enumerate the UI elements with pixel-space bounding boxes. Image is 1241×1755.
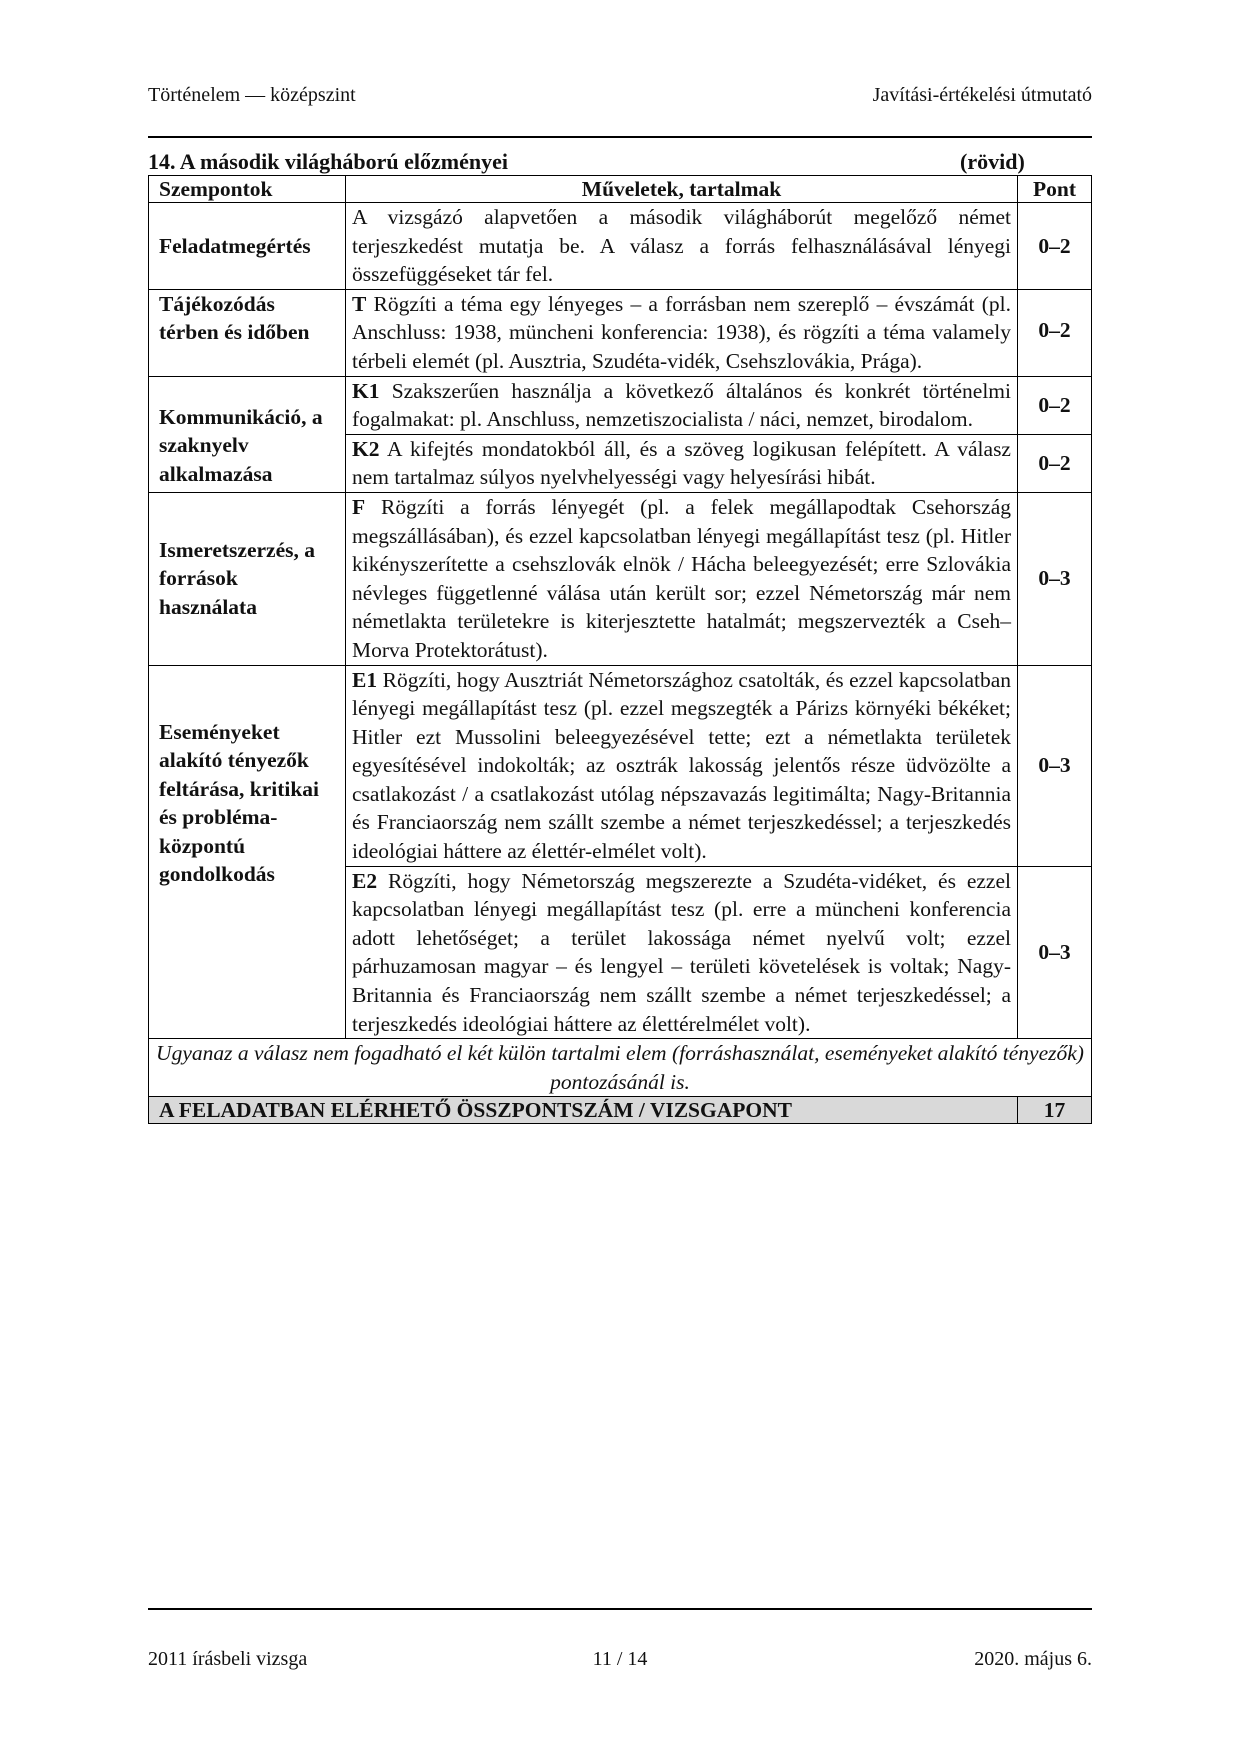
content-text: A kifejtés mondatokból áll, és a szöveg logikusan felépített. A válasz nem tartalmaz súlyos nyelvhelyességi vagy helyesírási hibát.: [352, 436, 1011, 490]
table-row: [149, 665, 1092, 866]
header-content: Műveletek, tartalmak: [346, 176, 1018, 203]
table-row: [149, 376, 1092, 434]
criterion-cell: Feladatmegértés: [149, 203, 346, 290]
content-code: T: [352, 291, 367, 316]
header-divider: [148, 136, 1092, 138]
points-cell: 0–2: [1018, 203, 1092, 290]
header-doc-type: Javítási-értékelési útmutató: [872, 84, 1092, 106]
points-cell: 0–3: [1018, 665, 1092, 866]
footer-exam: 2011 írásbeli vizsga: [148, 1648, 308, 1670]
page-header: [148, 84, 1092, 112]
content-code: K2: [352, 436, 380, 461]
content-code: E2: [352, 868, 378, 893]
criterion-cell: Ismeretszerzés, a források használata: [149, 492, 346, 665]
scoring-table: [148, 175, 1092, 1124]
footer-date: 2020. május 6.: [974, 1648, 1092, 1670]
total-row: [149, 1097, 1092, 1124]
content-cell: [346, 665, 1018, 866]
note-row: [149, 1039, 1092, 1097]
content-text: Rögzíti a téma egy lényeges – a forrásban nem szereplő – évszámát (pl. Anschluss: 1938, müncheni konferencia: 1938), és rögzíti a téma valamely térbeli elemét (pl. Ausztria, Szudéta-vidék, Csehszlovákia, Prága).: [352, 291, 1011, 373]
content-cell: [346, 492, 1018, 665]
total-points: 17: [1018, 1097, 1092, 1124]
page-footer: [148, 1648, 1092, 1676]
content-text: Rögzíti, hogy Ausztriát Németországhoz csatolták, és ezzel kapcsolatban lényegi megállapítást tesz (pl. ezzel megszegték a Párizs környéki békéket; Hitler ezt Mussolini beleegyezésével tette; ezt a németlakta területek egyesítésével indokolták; az osztrák lakosság jelentős része üdvözölte a csatlakozást / a csatlakozást utólag népszavazás legitimálta; Nagy-Britannia és Franciaország nem szállt szembe a német terjeszkedéssel; a terjeszkedés ideológiai háttere az élettér-elmélet volt).: [352, 667, 1012, 864]
task-heading: [148, 149, 1092, 175]
content-code: K1: [352, 378, 380, 403]
content-text: Rögzíti, hogy Németország megszerezte a Szudéta-vidéket, és ezzel kapcsolatban lényegi megállapítást tesz (pl. erre a müncheni konferencia adott lehetőséget; a terület lakossága német nyelvű volt; ezzel párhuzamosan magyar – és lengyel – területi követelések is voltak; Nagy-Britannia és Franciaország nem szállt szembe a német terjeszkedéssel; a terjeszkedés ideológiai háttere az élettérelmélet volt).: [352, 868, 1011, 1036]
content-cell: [346, 376, 1018, 434]
content-text: Szakszerűen használja a következő általános és konkrét történelmi fogalmakat: pl. Anschluss, nemzetiszocialista / náci, nemzet, birodalom.: [352, 378, 1011, 432]
points-cell: 0–2: [1018, 376, 1092, 434]
total-label: A FELADATBAN ELÉRHETŐ ÖSSZPONTSZÁM / VIZSGAPONT: [149, 1097, 1018, 1124]
task-title: 14. A második világháború előzményei: [148, 149, 508, 174]
content-cell: [346, 203, 1018, 290]
header-criteria: Szempontok: [149, 176, 346, 203]
footer-divider: [148, 1608, 1092, 1610]
header-points: Pont: [1018, 176, 1092, 203]
table-row: [149, 203, 1092, 290]
criterion-cell: Kommunikáció, a szaknyelv alkalmazása: [149, 376, 346, 492]
header-subject: Történelem — középszint: [148, 84, 356, 106]
points-cell: 0–2: [1018, 289, 1092, 376]
content-cell: [346, 289, 1018, 376]
table-row: [149, 492, 1092, 665]
table-header-row: [149, 176, 1092, 203]
task-kind: (rövid): [960, 149, 1025, 174]
table-row: [149, 289, 1092, 376]
page-number: 11 / 14: [592, 1648, 648, 1670]
points-cell: 0–3: [1018, 866, 1092, 1039]
content-code: F: [352, 494, 366, 519]
criterion-cell: Tájékozódás térben és időben: [149, 289, 346, 376]
criterion-cell: Eseményeket alakító tényezők feltárása, kritikai és probléma-központú gondolkodás: [149, 665, 346, 1039]
points-cell: 0–3: [1018, 492, 1092, 665]
points-cell: 0–2: [1018, 434, 1092, 492]
content-cell: [346, 434, 1018, 492]
content-cell: [346, 866, 1018, 1039]
scoring-note: Ugyanaz a válasz nem fogadható el két külön tartalmi elem (forráshasználat, eseményeket alakító tényezők) pontozásánál is.: [149, 1039, 1092, 1097]
content-text: A vizsgázó alapvetően a második világháborút megelőző német terjeszkedést mutatja be. A válasz a forrás felhasználásával lényegi összefüggéseket tár fel.: [352, 205, 1011, 287]
content-text: Rögzíti a forrás lényegét (pl. a felek megállapodtak Csehország megszállásában), és ezzel kapcsolatban lényegi megállapítást tesz (pl. Hitler kikényszerítette a csehszlovák elnök / Hácha beleegyezését; erre Szlovákia névleges függetlenné válása után került sor; ezzel Németország már nem németlakta területekre is kiterjesztette hatalmát; megszervezték a Cseh–Morva Protektorátust).: [352, 494, 1011, 662]
content-code: E1: [352, 667, 378, 692]
